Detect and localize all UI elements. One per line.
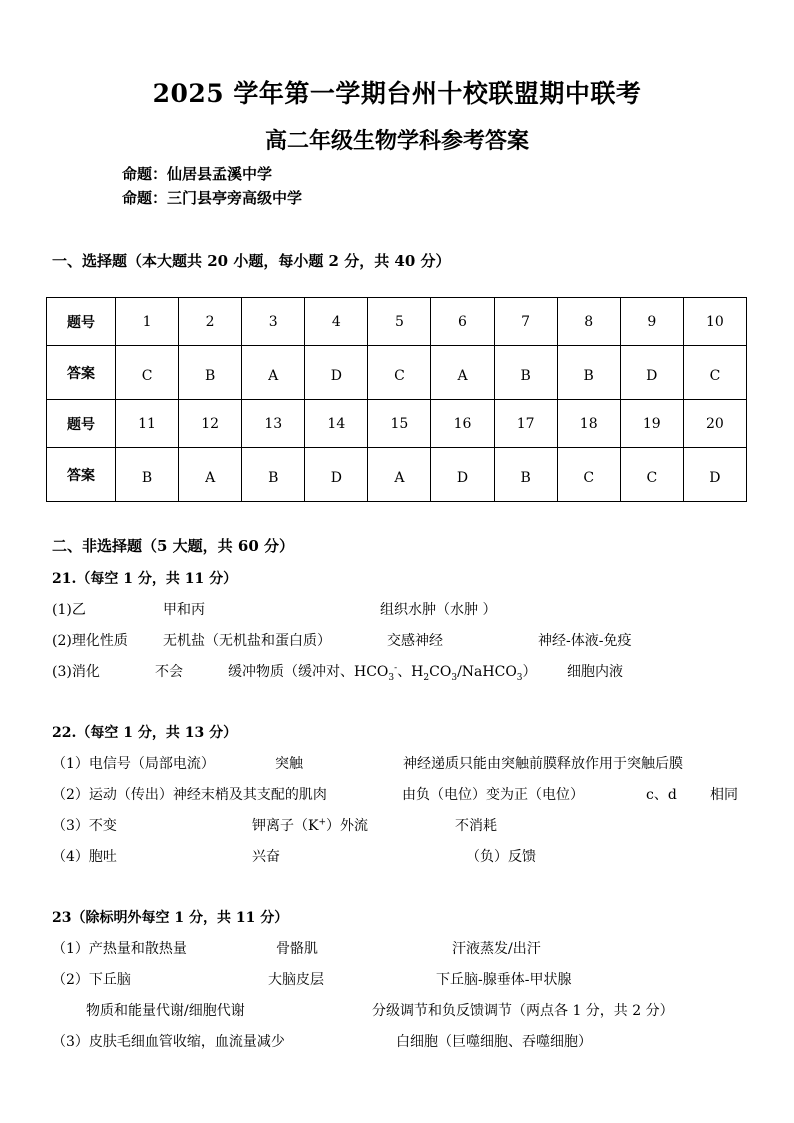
- superscript: +: [318, 817, 327, 828]
- question-number: 16: [431, 400, 494, 448]
- question-number: 8: [557, 298, 620, 346]
- superscript: -: [394, 663, 398, 674]
- table-row: [47, 298, 747, 346]
- answer-item: （3）皮肤毛细血管收缩，血流量减少: [52, 1034, 285, 1050]
- setter-line-1: 命题：仙居县孟溪中学: [122, 165, 273, 183]
- answer-item: （4）胞吐: [52, 849, 117, 865]
- question-number: 12: [179, 400, 242, 448]
- answer-cell: B: [494, 346, 557, 400]
- q23-heading: 23（除标明外每空 1 分，共 11 分）: [52, 910, 289, 926]
- question-number: 4: [305, 298, 368, 346]
- answer-item: 由负（电位）变为正（电位）: [402, 787, 584, 803]
- answer-cell: D: [683, 448, 746, 502]
- answer-cell: D: [620, 346, 683, 400]
- answer-item: 白细胞（巨噬细胞、吞噬细胞）: [396, 1034, 592, 1050]
- question-number: 15: [368, 400, 431, 448]
- answer-cell: C: [683, 346, 746, 400]
- q21-heading: 21.（每空 1 分，共 11 分）: [52, 571, 238, 587]
- question-number: 18: [557, 400, 620, 448]
- table-row: [47, 346, 747, 400]
- answer-cell: D: [431, 448, 494, 502]
- question-number: 3: [242, 298, 305, 346]
- page-title: 2025 学年第一学期台州十校联盟期中联考: [152, 79, 642, 108]
- answer-cell: B: [494, 448, 557, 502]
- text-fragment: 、H: [397, 664, 424, 680]
- answer-item: 神经递质只能由突触前膜释放作用于突触后膜: [403, 756, 683, 772]
- question-number: 19: [620, 400, 683, 448]
- answer-item: （2）下丘脑: [52, 972, 131, 988]
- subscript: 3: [451, 672, 458, 683]
- answer-cell: A: [242, 346, 305, 400]
- q22-heading: 22.（每空 1 分，共 13 分）: [52, 725, 238, 741]
- answer-item: (1)乙: [52, 602, 86, 618]
- subscript: 2: [423, 672, 430, 683]
- answer-item: 相同: [710, 787, 738, 803]
- answer-cell: C: [620, 448, 683, 502]
- answer-item: 细胞内液: [567, 664, 623, 680]
- text-fragment: ）: [522, 664, 537, 680]
- row-label-num: 题号: [47, 400, 116, 448]
- answer-item: （2）运动（传出）神经末梢及其支配的肌肉: [52, 787, 327, 803]
- answer-table: [46, 297, 747, 502]
- page-subtitle: 高二年级生物学科参考答案: [264, 128, 529, 154]
- text-fragment: 钾离子（K: [252, 818, 319, 834]
- answer-cell: C: [368, 346, 431, 400]
- answer-item: 交感神经: [387, 633, 443, 649]
- table-row: [47, 448, 747, 502]
- question-number: 6: [431, 298, 494, 346]
- answer-cell: A: [179, 448, 242, 502]
- answer-item-potassium: [252, 815, 368, 835]
- question-number: 13: [242, 400, 305, 448]
- question-number: 20: [683, 400, 746, 448]
- answer-item-buffer: [228, 661, 537, 683]
- answer-item: c、d: [646, 787, 677, 803]
- answer-item: 大脑皮层: [268, 972, 324, 988]
- question-number: 17: [494, 400, 557, 448]
- answer-cell: A: [368, 448, 431, 502]
- question-number: 10: [683, 298, 746, 346]
- subscript: 3: [388, 672, 395, 683]
- answer-cell: D: [305, 448, 368, 502]
- answer-cell: C: [557, 448, 620, 502]
- answer-item: 物质和能量代谢/细胞代谢: [86, 1003, 245, 1019]
- question-number: 1: [116, 298, 179, 346]
- row-label-ans: 答案: [47, 448, 116, 502]
- text-fragment: CO: [429, 664, 452, 680]
- answer-cell: C: [116, 346, 179, 400]
- answer-cell: D: [305, 346, 368, 400]
- answer-item: 下丘脑-腺垂体-甲状腺: [436, 972, 572, 988]
- row-label-num: 题号: [47, 298, 116, 346]
- answer-item: (2)理化性质: [52, 633, 128, 649]
- question-number: 7: [494, 298, 557, 346]
- answer-item: 神经-体液-免疫: [538, 633, 632, 649]
- question-number: 11: [116, 400, 179, 448]
- answer-item: （负）反馈: [466, 849, 536, 865]
- text-fragment: ）外流: [326, 818, 369, 834]
- answer-item: 汗液蒸发/出汗: [452, 941, 541, 957]
- text-fragment: 缓冲物质（缓冲对、HCO: [228, 664, 389, 680]
- answer-item: （1）产热量和散热量: [52, 941, 187, 957]
- answer-cell: B: [242, 448, 305, 502]
- answer-cell: A: [431, 346, 494, 400]
- answer-item: 甲和丙: [163, 602, 205, 618]
- question-number: 5: [368, 298, 431, 346]
- question-number: 2: [179, 298, 242, 346]
- answer-item: 骨骼肌: [276, 941, 318, 957]
- answer-item: 无机盐（无机盐和蛋白质）: [163, 633, 331, 649]
- question-number: 9: [620, 298, 683, 346]
- row-label-ans: 答案: [47, 346, 116, 400]
- text-fragment: /NaHCO: [457, 664, 517, 680]
- answer-item: 不会: [155, 664, 183, 680]
- answer-cell: B: [116, 448, 179, 502]
- table-row: [47, 400, 747, 448]
- answer-item: 组织水肿（水肿 ）: [380, 602, 497, 618]
- answer-item: 分级调节和负反馈调节（两点各 1 分，共 2 分）: [372, 1003, 674, 1019]
- answer-item: （1）电信号（局部电流）: [52, 756, 215, 772]
- answer-item: 突触: [275, 756, 303, 772]
- answer-item: (3)消化: [52, 664, 100, 680]
- answer-item: 不消耗: [455, 818, 497, 834]
- answer-item: （3）不变: [52, 818, 117, 834]
- question-number: 14: [305, 400, 368, 448]
- section1-heading: 一、选择题（本大题共 20 小题，每小题 2 分，共 40 分）: [52, 252, 451, 270]
- subscript: 3: [516, 672, 523, 683]
- answer-cell: B: [179, 346, 242, 400]
- answer-item: 兴奋: [252, 849, 280, 865]
- section2-heading: 二、非选择题（5 大题，共 60 分）: [52, 537, 294, 555]
- answer-cell: B: [557, 346, 620, 400]
- setter-line-2: 命题：三门县亭旁高级中学: [122, 189, 303, 207]
